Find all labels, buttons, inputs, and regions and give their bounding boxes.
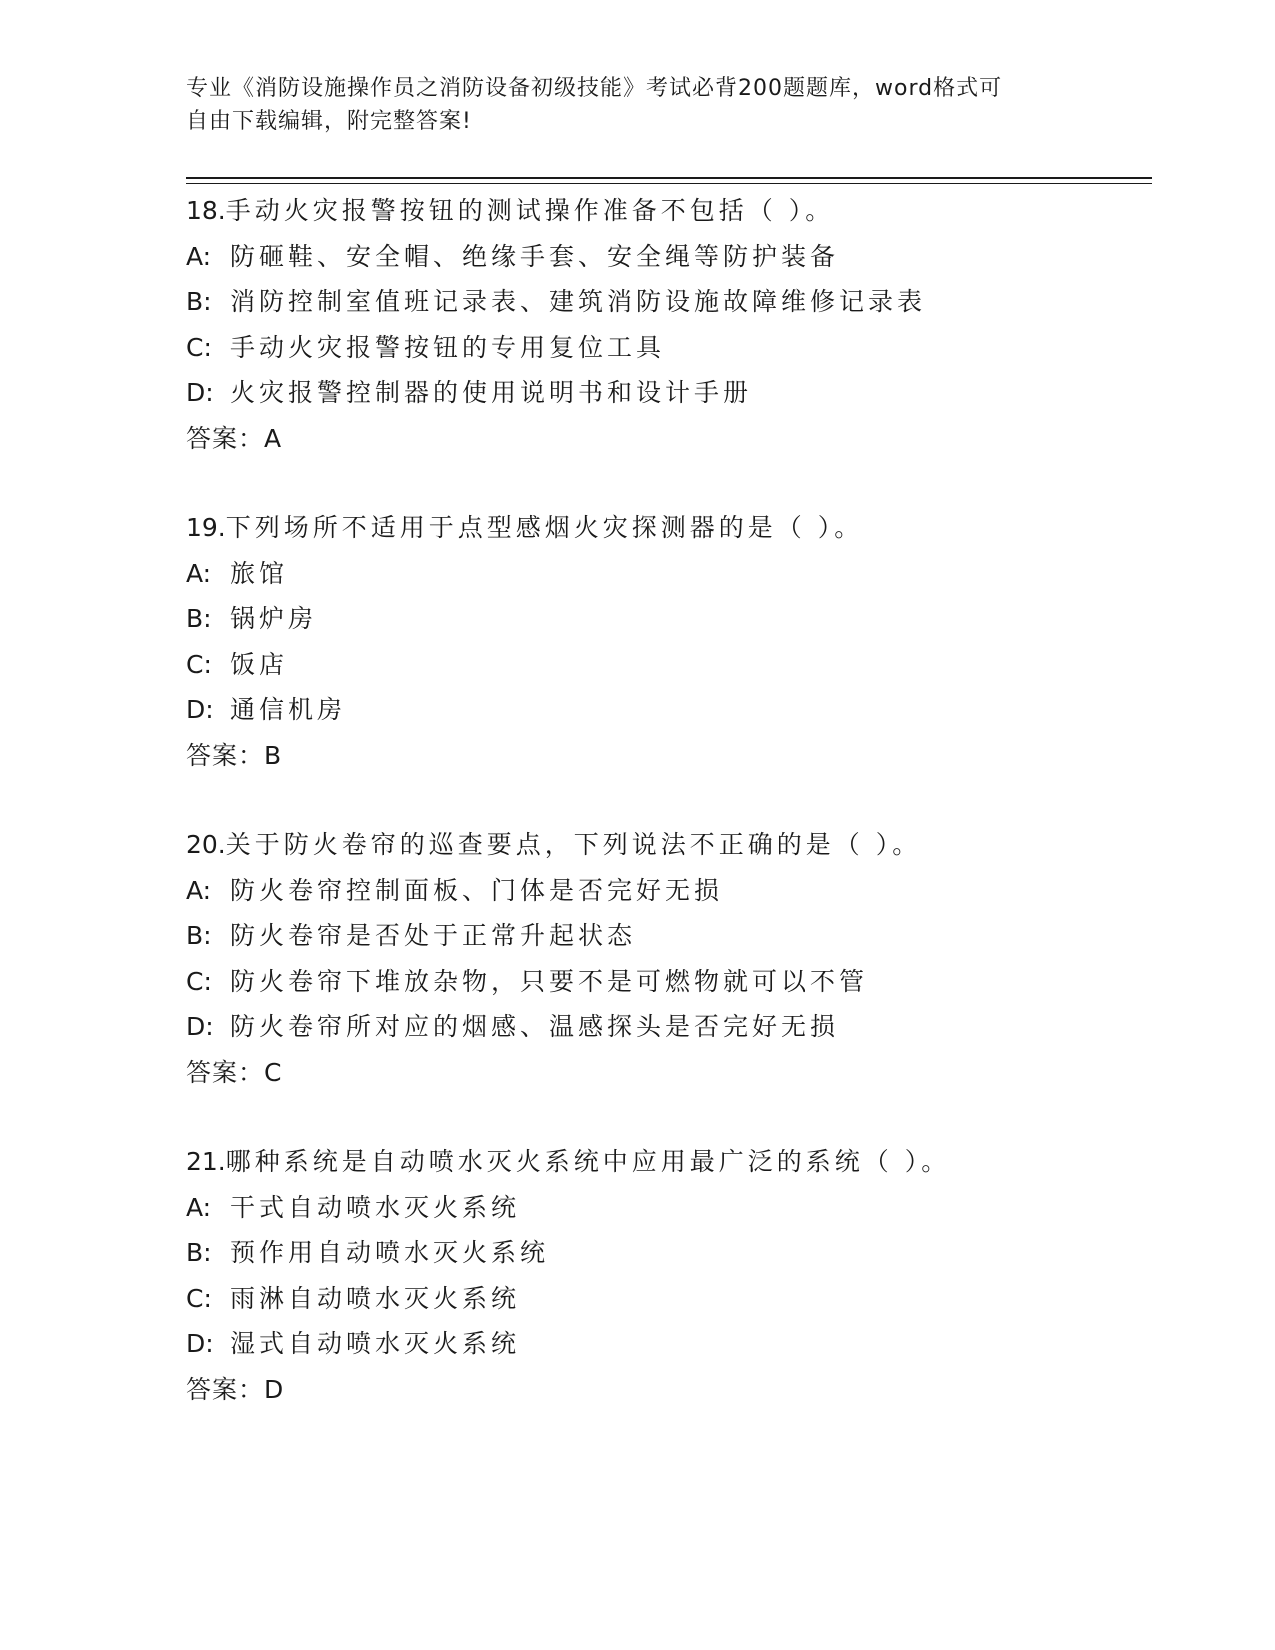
question-21: [186, 1139, 1152, 1412]
option-b: [186, 1230, 1152, 1276]
option-text: 防砸鞋、安全帽、绝缘手套、安全绳等防护装备: [230, 241, 840, 271]
option-letter: D:: [186, 695, 214, 724]
option-a: [186, 1185, 1152, 1231]
answer-line: 答案：B: [186, 740, 283, 770]
option-letter: B:: [186, 921, 212, 950]
option-letter: D:: [186, 378, 214, 407]
option-letter: D:: [186, 1012, 214, 1041]
option-letter: C:: [186, 332, 212, 362]
question-stem: [186, 822, 1152, 868]
question-stem: [186, 505, 1152, 551]
question-text: 关于防火卷帘的巡查要点，下列说法不正确的是（ ）。: [225, 830, 922, 859]
option-c: [186, 642, 1152, 688]
option-text: 通信机房: [230, 695, 347, 724]
option-a: [186, 868, 1152, 914]
option-text: 防火卷帘下堆放杂物，只要不是可燃物就可以不管: [230, 966, 869, 996]
question-stem: [186, 1139, 1152, 1185]
option-letter: A:: [186, 241, 212, 271]
option-letter: B:: [186, 1238, 212, 1267]
option-letter: B:: [186, 604, 212, 633]
option-text: 饭店: [230, 649, 289, 679]
option-text: 防火卷帘所对应的烟感、温感探头是否完好无损: [230, 1012, 840, 1041]
document-header: [186, 72, 1066, 138]
option-text: 防火卷帘是否处于正常升起状态: [230, 921, 637, 950]
header-divider-thick: [186, 177, 1152, 179]
option-text: 旅馆: [230, 558, 289, 588]
option-d: [186, 687, 1152, 733]
option-letter: C:: [186, 1283, 212, 1313]
answer-line: 答案：C: [186, 1057, 283, 1087]
option-c: [186, 325, 1152, 371]
option-text: 手动火灾报警按钮的专用复位工具: [230, 332, 666, 362]
option-letter: B:: [186, 287, 212, 316]
question-text: 手动火灾报警按钮的测试操作准备不包括（ ）。: [225, 196, 835, 225]
question-number: 19.: [186, 513, 226, 542]
option-letter: A:: [186, 558, 212, 588]
option-a: [186, 234, 1152, 280]
question-list: [186, 188, 1152, 1456]
option-b: [186, 279, 1152, 325]
option-a: [186, 551, 1152, 597]
question-number: 20.: [186, 830, 226, 859]
option-d: [186, 1321, 1152, 1367]
option-b: [186, 913, 1152, 959]
option-b: [186, 596, 1152, 642]
header-line-1: 专业《消防设施操作员之消防设备初级技能》考试必背200题题库，word格式可: [186, 76, 1003, 101]
option-text: 干式自动喷水灭火系统: [230, 1192, 521, 1222]
option-letter: A:: [186, 1192, 212, 1222]
option-text: 雨淋自动喷水灭火系统: [230, 1283, 521, 1313]
option-text: 防火卷帘控制面板、门体是否完好无损: [230, 875, 724, 905]
question-20: [186, 822, 1152, 1095]
answer-line: 答案：D: [186, 1374, 285, 1404]
option-letter: C:: [186, 966, 212, 996]
option-d: [186, 1004, 1152, 1050]
option-text: 湿式自动喷水灭火系统: [230, 1329, 521, 1358]
option-c: [186, 1276, 1152, 1322]
header-line-2: 自由下载编辑，附完整答案!: [186, 109, 472, 134]
option-text: 锅炉房: [230, 604, 318, 633]
question-text: 哪种系统是自动喷水灭火系统中应用最广泛的系统（ ）。: [225, 1147, 951, 1176]
question-19: [186, 505, 1152, 778]
question-text: 下列场所不适用于点型感烟火灾探测器的是（ ）。: [225, 513, 864, 542]
option-letter: D:: [186, 1329, 214, 1358]
option-text: 消防控制室值班记录表、建筑消防设施故障维修记录表: [230, 287, 927, 316]
option-letter: C:: [186, 649, 212, 679]
header-divider-thin: [186, 183, 1152, 184]
question-18: [186, 188, 1152, 461]
answer-line: 答案：A: [186, 423, 283, 453]
option-text: 预作用自动喷水灭火系统: [230, 1238, 550, 1267]
option-text: 火灾报警控制器的使用说明书和设计手册: [230, 378, 753, 407]
question-number: 21.: [186, 1147, 226, 1176]
option-letter: A:: [186, 875, 212, 905]
option-c: [186, 959, 1152, 1005]
question-number: 18.: [186, 196, 226, 225]
option-d: [186, 370, 1152, 416]
question-stem: [186, 188, 1152, 234]
